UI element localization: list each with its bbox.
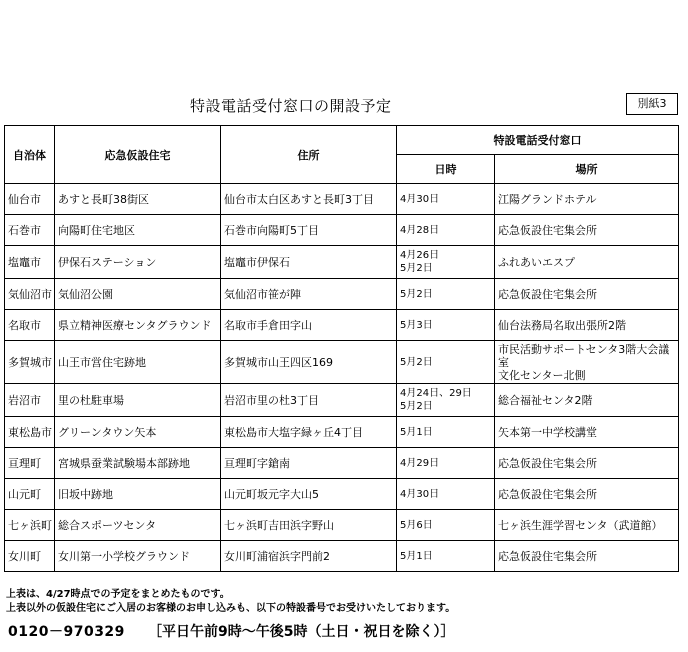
table-row	[5, 417, 679, 448]
phone-number: 0120－970329	[8, 624, 125, 640]
table-row	[5, 341, 679, 384]
cell-venue: 市民活動サポートセンタ3階大会議室 文化センター北側	[495, 341, 679, 384]
cell-address: 山元町坂元字大山5	[221, 479, 397, 510]
header-date: 日時	[397, 155, 495, 184]
attachment-label: 別紙3	[626, 93, 678, 115]
cell-date: 4月30日	[397, 184, 495, 215]
cell-municipality: 塩竈市	[5, 246, 55, 279]
table-row	[5, 184, 679, 215]
cell-address: 亘理町字鎗南	[221, 448, 397, 479]
cell-housing: 女川第一小学校グラウンド	[55, 541, 221, 572]
header-window: 特設電話受付窓口	[397, 126, 679, 155]
cell-housing: 県立精神医療センタグラウンド	[55, 310, 221, 341]
cell-housing: グリーンタウン矢本	[55, 417, 221, 448]
cell-venue: 応急仮設住宅集会所	[495, 541, 679, 572]
cell-address: 東松島市大塩字緑ヶ丘4丁目	[221, 417, 397, 448]
cell-municipality: 亘理町	[5, 448, 55, 479]
cell-date: 4月30日	[397, 479, 495, 510]
cell-address: 名取市手倉田字山	[221, 310, 397, 341]
cell-address: 仙台市太白区あすと長町3丁目	[221, 184, 397, 215]
cell-address: 石巻市向陽町5丁目	[221, 215, 397, 246]
table-row	[5, 215, 679, 246]
table-row	[5, 246, 679, 279]
cell-venue: 応急仮設住宅集会所	[495, 448, 679, 479]
cell-housing: 旧坂中跡地	[55, 479, 221, 510]
table-row	[5, 310, 679, 341]
table-row	[5, 510, 679, 541]
cell-date: 5月3日	[397, 310, 495, 341]
table-row	[5, 479, 679, 510]
cell-address: 岩沼市里の杜3丁目	[221, 384, 397, 417]
cell-address: 塩竈市伊保石	[221, 246, 397, 279]
cell-venue: 仙台法務局名取出張所2階	[495, 310, 679, 341]
cell-date: 4月24日、29日 5月2日	[397, 384, 495, 417]
cell-date: 5月2日	[397, 341, 495, 384]
cell-venue: 総合福祉センタ2階	[495, 384, 679, 417]
table-row	[5, 448, 679, 479]
cell-housing: 気仙沼公園	[55, 279, 221, 310]
header-venue: 場所	[495, 155, 679, 184]
cell-date: 5月6日	[397, 510, 495, 541]
cell-address: 七ヶ浜町吉田浜字野山	[221, 510, 397, 541]
cell-municipality: 気仙沼市	[5, 279, 55, 310]
cell-municipality: 東松島市	[5, 417, 55, 448]
header-address: 住所	[221, 126, 397, 184]
cell-address: 女川町浦宿浜字門前2	[221, 541, 397, 572]
cell-housing: 総合スポーツセンタ	[55, 510, 221, 541]
note-line-2: 上表以外の仮設住宅にご入居のお客様のお申し込みも、以下の特設番号でお受けいたしております。	[6, 603, 456, 614]
cell-housing: 伊保石ステーション	[55, 246, 221, 279]
cell-municipality: 山元町	[5, 479, 55, 510]
cell-venue: 応急仮設住宅集会所	[495, 215, 679, 246]
cell-municipality: 七ヶ浜町	[5, 510, 55, 541]
header-housing: 応急仮設住宅	[55, 126, 221, 184]
cell-venue: ふれあいエスプ	[495, 246, 679, 279]
cell-housing: 山王市営住宅跡地	[55, 341, 221, 384]
cell-venue: 応急仮設住宅集会所	[495, 279, 679, 310]
cell-housing: 向陽町住宅地区	[55, 215, 221, 246]
cell-housing: あすと長町38街区	[55, 184, 221, 215]
cell-address: 気仙沼市笹が陣	[221, 279, 397, 310]
note-line-1: 上表は、4/27時点での予定をまとめたものです。	[6, 589, 230, 600]
cell-municipality: 岩沼市	[5, 384, 55, 417]
table-row	[5, 541, 679, 572]
table-header-row	[5, 126, 679, 155]
cell-housing: 里の杜駐車場	[55, 384, 221, 417]
page-title: 特設電話受付窓口の開設予定	[190, 97, 392, 115]
cell-venue: 応急仮設住宅集会所	[495, 479, 679, 510]
cell-housing: 宮城県蚕業試験場本部跡地	[55, 448, 221, 479]
cell-address: 多賀城市山王四区169	[221, 341, 397, 384]
cell-venue: 矢本第一中学校講堂	[495, 417, 679, 448]
service-hours: ［平日午前9時～午後5時（土日・祝日を除く）］	[148, 624, 455, 640]
cell-municipality: 名取市	[5, 310, 55, 341]
header-municipality: 自治体	[5, 126, 55, 184]
cell-municipality: 仙台市	[5, 184, 55, 215]
cell-date: 5月1日	[397, 417, 495, 448]
cell-date: 4月26日 5月2日	[397, 246, 495, 279]
cell-date: 4月29日	[397, 448, 495, 479]
cell-date: 4月28日	[397, 215, 495, 246]
cell-municipality: 女川町	[5, 541, 55, 572]
cell-venue: 七ヶ浜生涯学習センタ（武道館）	[495, 510, 679, 541]
table-row	[5, 279, 679, 310]
cell-date: 5月2日	[397, 279, 495, 310]
table-row	[5, 384, 679, 417]
cell-municipality: 多賀城市	[5, 341, 55, 384]
cell-date: 5月1日	[397, 541, 495, 572]
cell-municipality: 石巻市	[5, 215, 55, 246]
cell-venue: 江陽グランドホテル	[495, 184, 679, 215]
schedule-table	[4, 125, 679, 572]
